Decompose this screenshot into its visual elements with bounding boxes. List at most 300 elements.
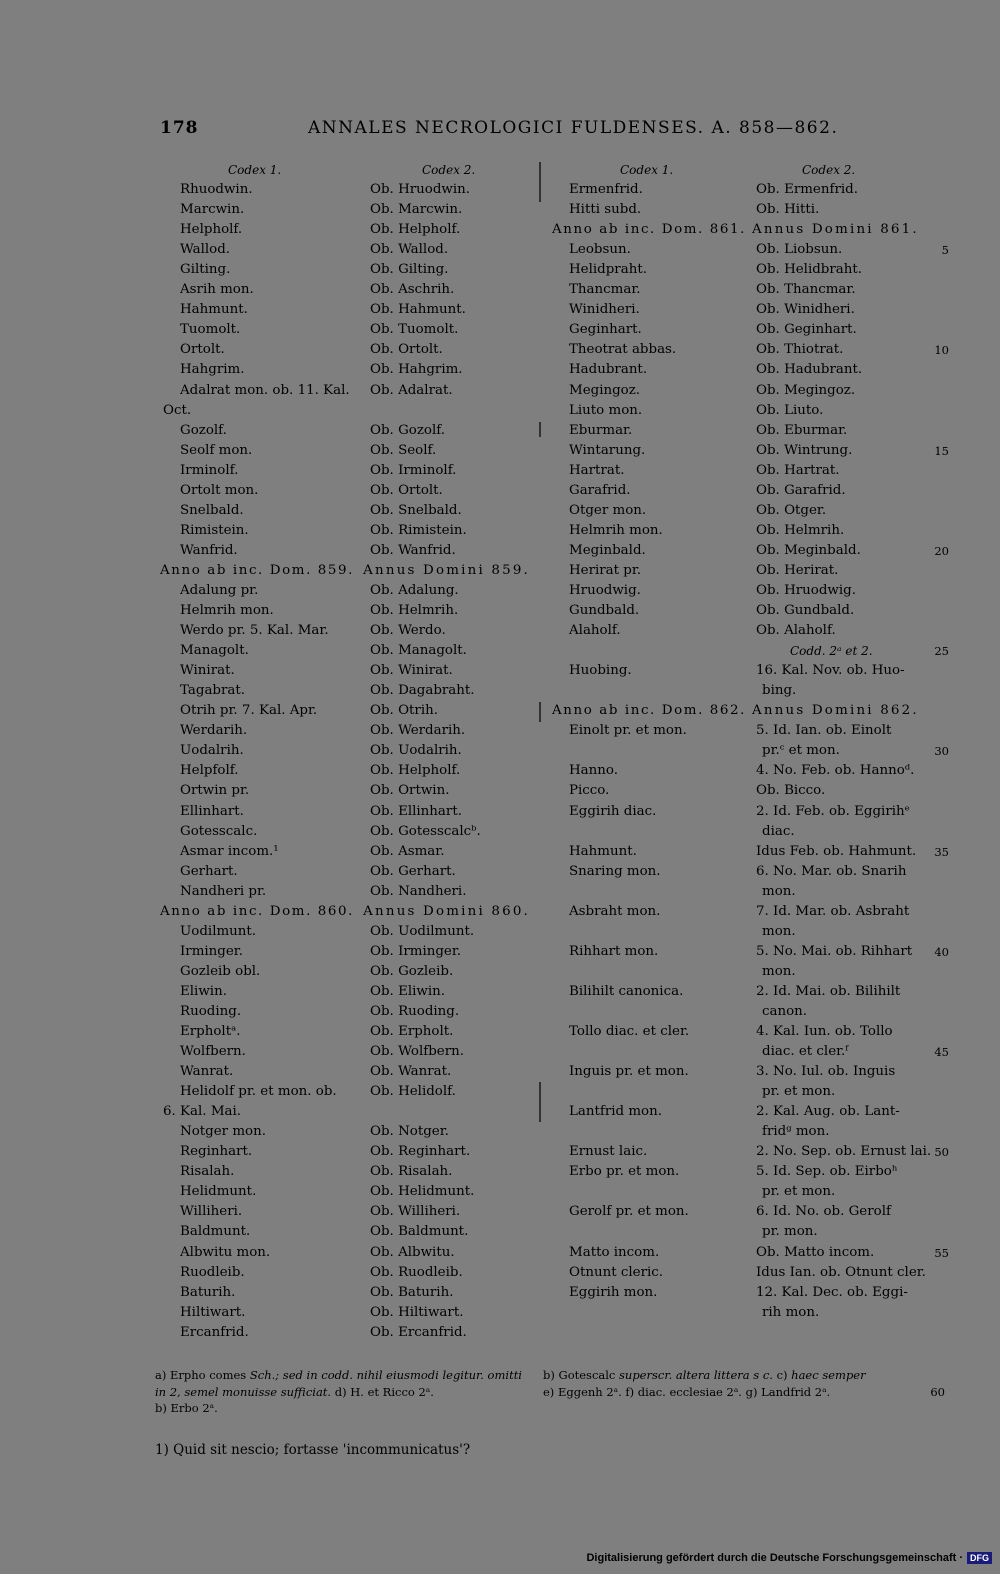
codex-2-cell: Ob. Adalrat.: [370, 382, 453, 398]
codex-1-cell: Tollo diac. et cler.: [569, 1024, 690, 1040]
entry-row: [547, 982, 957, 1002]
codex-1-cell: Tuomolt.: [180, 322, 241, 338]
codex-1-cell: Inguis pr. et mon.: [569, 1064, 689, 1080]
entry-row: [547, 240, 957, 260]
codex-header: [155, 160, 530, 180]
codex-2-cell: Ob. Notger.: [370, 1124, 449, 1140]
entry-row: [547, 781, 957, 801]
codex-1-cell: Baldmunt.: [180, 1224, 251, 1240]
codex-1-cell: Asbraht mon.: [569, 903, 661, 919]
footnote-b-erbo: b) Erbo 2ᵃ.: [155, 1401, 218, 1415]
codex-1-cell: Lantfrid mon.: [569, 1104, 662, 1120]
codex-1-cell: [547, 641, 740, 661]
right-column: [547, 160, 957, 1323]
entry-row: [547, 601, 957, 621]
entry-row: [547, 300, 957, 320]
codex-1-cell: Hiltiwart.: [180, 1304, 246, 1320]
entry-row: [155, 1082, 530, 1102]
codex-2-cell: 5. No. Mai. ob. Rihhart: [756, 943, 913, 959]
entry-row: [547, 180, 957, 200]
entry-row: [547, 1062, 957, 1082]
page-header: [160, 118, 839, 146]
codex-1-cell: Anno ab inc. Dom. 859.: [160, 562, 354, 578]
codex-1-cell: Huobing.: [569, 663, 632, 679]
entry-row: [547, 541, 957, 561]
entry-row: [155, 1202, 530, 1222]
codex-2-cell: Ob. Helmrih.: [370, 603, 459, 619]
codex-1-cell: Hahmunt.: [569, 843, 637, 859]
codex-1-cell: Anno ab inc. Dom. 862.: [552, 703, 746, 719]
line-number: 55: [934, 1245, 949, 1260]
codex-2-cell: Ob. Wanfrid.: [370, 542, 456, 558]
codex-1-cell: Otrih pr. 7. Kal. Apr.: [180, 703, 318, 719]
codex-2-cell: Ob. Ermenfrid.: [756, 182, 858, 198]
codex-1-cell: Alaholf.: [569, 623, 621, 639]
entry-row: [547, 741, 957, 761]
codex-2-cell: Ob. Managolt.: [370, 643, 467, 659]
entry-row: [155, 842, 530, 862]
codex-1-cell: Otger mon.: [569, 502, 647, 518]
codex-2-cell: Ob. Winidheri.: [756, 302, 855, 318]
codex-1-cell: [547, 681, 740, 701]
year-heading: [155, 902, 530, 922]
codex-1-cell: Geginhart.: [569, 322, 642, 338]
entry-row: [155, 982, 530, 1002]
codex-1-cell: Hruodwig.: [569, 582, 641, 598]
codex-2-cell: Ob. Ortolt.: [370, 482, 443, 498]
codex-1-cell: Baturih.: [180, 1284, 236, 1300]
codex-2-cell: Codex 2.: [422, 163, 476, 177]
entry-row: [547, 922, 957, 942]
entry-row: [155, 340, 530, 360]
entry-row: [155, 1022, 530, 1042]
line-number: 25: [934, 644, 949, 659]
codex-1-cell: Gerhart.: [180, 863, 238, 879]
entry-row: [547, 1082, 957, 1102]
codex-1-cell: Codex 1.: [620, 163, 674, 177]
codex-2-cell: Ob. Irminolf.: [370, 462, 457, 478]
codex-2-cell: Ob. Liobsun.: [756, 242, 843, 258]
codex-1-cell: Williheri.: [180, 1204, 243, 1220]
footnotes-right: [543, 1367, 943, 1400]
entry-row: [547, 1022, 957, 1042]
entry-row: [547, 621, 957, 641]
entry-row: [547, 1102, 957, 1122]
codex-2-cell: rih mon.: [762, 1304, 820, 1320]
codex-2-cell: fridᵍ mon.: [762, 1124, 830, 1140]
line-number: 45: [934, 1045, 949, 1060]
codex-1-cell: Codex 1.: [228, 163, 282, 177]
footnote-c: c): [772, 1368, 792, 1382]
codex-2-cell: Annus Domini 859.: [363, 562, 530, 578]
codex-2-cell: Ob. Matto incom.: [756, 1244, 875, 1260]
codex-2-cell: Ob. Wolfbern.: [370, 1044, 464, 1060]
codex-2-cell: Ob. Thancmar.: [756, 282, 856, 298]
codex-2-cell: diac.: [762, 823, 795, 839]
line-number: 5: [941, 243, 949, 258]
codex-1-cell: Gotesscalc.: [180, 823, 258, 839]
codex-2-cell: Ob. Hruodwin.: [370, 182, 471, 198]
entry-row: [547, 1162, 957, 1182]
codex-1-cell: Otnunt cleric.: [569, 1264, 664, 1280]
codex-2-cell: 4. No. Feb. ob. Hannoᵈ.: [756, 763, 915, 779]
entry-row: [155, 781, 530, 801]
codex-1-cell: Leobsun.: [569, 242, 631, 258]
footnote-a: a) Erpho comes: [155, 1368, 250, 1382]
codex-2-cell: Ob. Werdo.: [370, 623, 446, 639]
entry-row: [155, 461, 530, 481]
codex-2-cell: Ob. Wintrung.: [756, 442, 853, 458]
codex-2-cell: Ob. Werdarih.: [370, 723, 466, 739]
entry-row: [547, 441, 957, 461]
codex-1-cell: [547, 1042, 740, 1062]
entry-row: [155, 802, 530, 822]
codex-1-cell: Notger mon.: [180, 1124, 266, 1140]
codex-1-cell: Helidmunt.: [180, 1184, 257, 1200]
entry-row: [547, 1263, 957, 1283]
column-divider: [539, 162, 541, 1347]
codex-1-cell: Ortwin pr.: [180, 783, 250, 799]
codex-2-cell: Ob. Hitti.: [756, 202, 820, 218]
codex-1-cell: Asrih mon.: [180, 282, 254, 298]
codex-2-cell: Ob. Seolf.: [370, 442, 437, 458]
codex-2-cell: Ob. Ortolt.: [370, 342, 443, 358]
codex-2-cell: Annus Domini 860.: [363, 903, 530, 919]
codex-2-cell: Ob. Adalung.: [370, 582, 459, 598]
codex-1-cell: Ermenfrid.: [569, 182, 643, 198]
entry-row: [547, 1182, 957, 1202]
entry-row: [547, 260, 957, 280]
codex-1-cell: Gozolf.: [180, 422, 227, 438]
codex-1-cell: 6. Kal. Mai.: [163, 1104, 242, 1120]
footnote-efg: e) Eggenh 2ᵃ. f) diac. ecclesiae 2ᵃ. g) Landfrid 2ᵃ.: [543, 1384, 831, 1399]
codex-1-cell: Wolfbern.: [180, 1044, 246, 1060]
entry-row: [155, 661, 530, 681]
codex-1-cell: Adalrat mon. ob. 11. Kal.: [180, 382, 350, 398]
codex-1-cell: Gerolf pr. et mon.: [569, 1204, 689, 1220]
codex-2-cell: 5. Id. Sep. ob. Eirboʰ: [756, 1164, 898, 1180]
codex-1-cell: Theotrat abbas.: [569, 342, 677, 358]
codex-2-cell: 6. Id. No. ob. Gerolf: [756, 1204, 891, 1220]
codex-2-cell: Ob. Meginbald.: [756, 542, 861, 558]
entry-row: [547, 461, 957, 481]
entry-row: [547, 721, 957, 741]
codex-2-cell: [360, 401, 530, 421]
codex-2-cell: mon.: [762, 883, 796, 899]
codex-1-cell: Managolt.: [180, 643, 249, 659]
line-number: 15: [934, 443, 949, 458]
codex-2-cell: Ob. Ellinhart.: [370, 803, 462, 819]
codex-2-cell: Ob. Nandheri.: [370, 883, 467, 899]
entry-row: [155, 581, 530, 601]
codex-1-cell: Rhuodwin.: [180, 182, 253, 198]
codex-1-cell: Hartrat.: [569, 462, 625, 478]
entry-row: [547, 822, 957, 842]
codex-1-cell: Helmrih mon.: [569, 522, 663, 538]
entry-row: [547, 1142, 957, 1162]
codex-1-cell: Nandheri pr.: [180, 883, 267, 899]
codex-1-cell: [547, 1303, 740, 1323]
codex-1-cell: Gilting.: [180, 262, 231, 278]
codex-2-cell: canon.: [762, 1003, 808, 1019]
entry-row: [155, 200, 530, 220]
entry-row: [155, 220, 530, 240]
codex-1-cell: [547, 1222, 740, 1242]
codex-1-cell: Werdarih.: [180, 723, 248, 739]
entry-row: [547, 641, 957, 661]
codex-2-cell: [360, 1102, 530, 1122]
line-number: 50: [934, 1145, 949, 1160]
codex-2-cell: Ob. Helpholf.: [370, 222, 461, 238]
codex-2-cell: Codd. 2ᵃ et 2.: [790, 644, 873, 659]
entry-row: [155, 862, 530, 882]
footnote-line-number: 60: [930, 1384, 945, 1399]
codex-1-cell: Erpholtᵃ.: [180, 1024, 241, 1040]
codex-1-cell: Asmar incom.¹: [180, 843, 279, 859]
codex-1-cell: Snaring mon.: [569, 863, 661, 879]
codex-1-cell: Picco.: [569, 783, 610, 799]
entry-row: [155, 1263, 530, 1283]
left-column: [155, 160, 530, 1343]
entry-row: [155, 521, 530, 541]
codex-2-cell: Ob. Albwitu.: [370, 1244, 455, 1260]
entry-row: [155, 441, 530, 461]
page-number: 178: [160, 118, 199, 138]
codex-2-cell: Ob. Dagabraht.: [370, 683, 475, 699]
codex-2-cell: Ob. Gozolf.: [370, 422, 445, 438]
codex-1-cell: Adalung pr.: [180, 582, 259, 598]
codex-2-cell: diac. et cler.ᶠ: [762, 1044, 849, 1060]
codex-1-cell: [547, 1082, 740, 1102]
codex-2-cell: 2. Id. Mai. ob. Bilihilt: [756, 983, 901, 999]
codex-1-cell: Gundbald.: [569, 603, 640, 619]
codex-1-cell: Anno ab inc. Dom. 860.: [160, 903, 354, 919]
entry-row: [155, 320, 530, 340]
codex-1-cell: Liuto mon.: [569, 402, 643, 418]
codex-1-cell: Wallod.: [180, 242, 231, 258]
entry-row: [547, 862, 957, 882]
entry-row: [547, 501, 957, 521]
codex-2-cell: Ob. Helidolf.: [370, 1084, 456, 1100]
entry-row: [155, 681, 530, 701]
codex-header: [547, 160, 957, 180]
codex-1-cell: Helpholf.: [180, 222, 243, 238]
codex-2-cell: Ob. Hadubrant.: [756, 362, 863, 378]
entry-row: [155, 1243, 530, 1263]
codex-2-cell: Ob. Otger.: [756, 502, 827, 518]
entry-row: [547, 561, 957, 581]
codex-2-cell: Ob. Geginhart.: [756, 322, 857, 338]
codex-1-cell: Irminolf.: [180, 462, 239, 478]
codex-1-cell: Oct.: [163, 402, 192, 418]
codex-1-cell: Snelbald.: [180, 502, 244, 518]
codex-2-cell: Ob. Megingoz.: [756, 382, 856, 398]
codex-2-cell: Ob. Uodilmunt.: [370, 923, 475, 939]
codex-2-cell: Ob. Helidbraht.: [756, 262, 863, 278]
entry-row: [155, 922, 530, 942]
codex-1-cell: Reginhart.: [180, 1144, 253, 1160]
codex-2-cell: Idus Feb. ob. Hahmunt.: [756, 843, 917, 859]
footnote-d: d) H. et Ricco 2ᵃ.: [331, 1384, 434, 1399]
codex-1-cell: [547, 1002, 740, 1022]
codex-1-cell: Thancmar.: [569, 282, 641, 298]
codex-2-cell: 2. Kal. Aug. ob. Lant-: [756, 1104, 900, 1120]
entry-row: [547, 1243, 957, 1263]
entry-row: [155, 741, 530, 761]
entry-row: [547, 280, 957, 300]
codex-1-cell: Wanrat.: [180, 1064, 234, 1080]
codex-2-cell: Ob. Aschrih.: [370, 282, 455, 298]
entry-row: [155, 1122, 530, 1142]
codex-2-cell: Ob. Erpholt.: [370, 1024, 454, 1040]
entry-row: [547, 1222, 957, 1242]
credit-bar: [586, 1550, 992, 1566]
codex-2-cell: pr. et mon.: [762, 1084, 836, 1100]
codex-1-cell: [547, 822, 740, 842]
entry-row: [547, 1283, 957, 1303]
codex-1-cell: Wintarung.: [569, 442, 646, 458]
codex-2-cell: Ob. Hartrat.: [756, 462, 840, 478]
codex-1-cell: Ernust laic.: [569, 1144, 648, 1160]
entry-row: [547, 661, 957, 681]
codex-1-cell: Eggirih diac.: [569, 803, 657, 819]
codex-1-cell: Hadubrant.: [569, 362, 648, 378]
codex-1-cell: Ortolt.: [180, 342, 225, 358]
entry-row: [155, 541, 530, 561]
entry-row: [547, 481, 957, 501]
codex-1-cell: [547, 1182, 740, 1202]
codex-1-cell: Einolt pr. et mon.: [569, 723, 687, 739]
entry-row: [155, 1162, 530, 1182]
codex-1-cell: Ellinhart.: [180, 803, 244, 819]
codex-2-cell: mon.: [762, 963, 796, 979]
codex-2-cell: Ob. Marcwin.: [370, 202, 463, 218]
codex-1-cell: Meginbald.: [569, 542, 646, 558]
codex-1-cell: Hahgrim.: [180, 362, 245, 378]
entry-row: [155, 360, 530, 380]
entry-row: [547, 942, 957, 962]
codex-2-cell: Ob. Otrih.: [370, 703, 438, 719]
line-number: 20: [934, 543, 949, 558]
entry-row: [155, 1002, 530, 1022]
codex-1-cell: Hahmunt.: [180, 302, 248, 318]
entry-row: [155, 701, 530, 721]
codex-1-cell: Rihhart mon.: [569, 943, 659, 959]
codex-2-cell: pr. et mon.: [762, 1184, 836, 1200]
page-title: ANNALES NECROLOGICI FULDENSES. A. 858—862.: [308, 118, 839, 138]
entry-row: [155, 621, 530, 641]
footnote-a-italic: Sch.; sed in codd. nihil eiusmodi legitur. omitti in 2, semel monuisse sufficiat.: [155, 1368, 522, 1399]
entry-row: [155, 381, 530, 401]
codex-1-cell: Uodalrih.: [180, 743, 244, 759]
codex-1-cell: Hitti subd.: [569, 202, 642, 218]
codex-2-cell: Ob. Eliwin.: [370, 983, 446, 999]
codex-1-cell: Winirat.: [180, 663, 235, 679]
codex-2-cell: Ob. Wanrat.: [370, 1064, 452, 1080]
codex-2-cell: Ob. Risalah.: [370, 1164, 453, 1180]
codex-1-cell: Helpfolf.: [180, 763, 239, 779]
codex-1-cell: Werdo pr. 5. Kal. Mar.: [180, 623, 329, 639]
entry-row: [547, 521, 957, 541]
codex-1-cell: [547, 882, 740, 902]
entry-row: [155, 1042, 530, 1062]
codex-1-cell: Gozleib obl.: [180, 963, 261, 979]
entry-row: [155, 260, 530, 280]
entry-row: [155, 721, 530, 741]
codex-2-cell: 3. No. Iul. ob. Inguis: [756, 1064, 896, 1080]
codex-2-cell: Ob. Uodalrih.: [370, 743, 462, 759]
codex-2-cell: Ob. Williheri.: [370, 1204, 461, 1220]
codex-1-cell: Albwitu mon.: [180, 1244, 271, 1260]
entry-row: [155, 1283, 530, 1303]
codex-1-cell: Wanfrid.: [180, 542, 238, 558]
codex-2-cell: Ob. Irminger.: [370, 943, 462, 959]
codex-2-cell: Ob. Asmar.: [370, 843, 445, 859]
codex-2-cell: Idus Ian. ob. Otnunt cler.: [756, 1264, 926, 1280]
codex-2-cell: Ob. Thiotrat.: [756, 342, 844, 358]
codex-2-cell: Ob. Helmrih.: [756, 522, 845, 538]
entry-row: [155, 300, 530, 320]
footnotes-left: [155, 1367, 535, 1417]
entry-row: [547, 1002, 957, 1022]
endnote: 1) Quid sit nescio; fortasse 'incommunicatus'?: [155, 1442, 471, 1458]
entry-row: [155, 1303, 530, 1323]
codex-2-cell: Ob. Winirat.: [370, 663, 453, 679]
entry-row: [547, 962, 957, 982]
entry-row: [547, 340, 957, 360]
entry-row: [547, 1042, 957, 1062]
codex-1-cell: Eliwin.: [180, 983, 227, 999]
year-heading: [547, 701, 957, 721]
dfg-logo[interactable]: DFG: [967, 1552, 992, 1564]
codex-2-cell: Ob. Baldmunt.: [370, 1224, 469, 1240]
entry-row: [155, 962, 530, 982]
line-number: 10: [934, 343, 949, 358]
codex-2-cell: 4. Kal. Iun. ob. Tollo: [756, 1024, 893, 1040]
codex-1-cell: [547, 922, 740, 942]
codex-2-cell: Annus Domini 861.: [752, 222, 919, 238]
codex-2-cell: Ob. Ruodleib.: [370, 1264, 463, 1280]
entry-row: [155, 481, 530, 501]
codex-2-cell: Ob. Wallod.: [370, 242, 449, 258]
entry-row: [547, 320, 957, 340]
codex-2-cell: Ob. Gundbald.: [756, 603, 855, 619]
footnote-b-gotescalc: b) Gotescalc: [543, 1368, 620, 1382]
codex-2-cell: Ob. Gilting.: [370, 262, 449, 278]
codex-2-cell: 2. No. Sep. ob. Ernust lai.: [756, 1144, 932, 1160]
codex-1-cell: Garafrid.: [569, 482, 631, 498]
entry-row: [547, 681, 957, 701]
codex-1-cell: Rimistein.: [180, 522, 249, 538]
codex-1-cell: Eggirih mon.: [569, 1284, 658, 1300]
codex-1-cell: [547, 741, 740, 761]
codex-2-cell: Ob. Alaholf.: [756, 623, 836, 639]
codex-1-cell: Tagabrat.: [180, 683, 246, 699]
codex-2-cell: pr. mon.: [762, 1224, 818, 1240]
codex-1-cell: [547, 962, 740, 982]
codex-2-cell: Ob. Ruoding.: [370, 1003, 460, 1019]
codex-2-cell: Ob. Hiltiwart.: [370, 1304, 464, 1320]
codex-2-cell: Ob. Liuto.: [756, 402, 824, 418]
entry-row: [547, 761, 957, 781]
codex-1-cell: Anno ab inc. Dom. 861.: [552, 222, 746, 238]
codex-2-cell: Ob. Eburmar.: [756, 422, 848, 438]
codex-1-cell: Irminger.: [180, 943, 243, 959]
codex-2-cell: Ob. Snelbald.: [370, 502, 462, 518]
codex-2-cell: Ob. Tuomolt.: [370, 322, 459, 338]
codex-1-cell: Risalah.: [180, 1164, 235, 1180]
entry-row: [547, 421, 957, 441]
